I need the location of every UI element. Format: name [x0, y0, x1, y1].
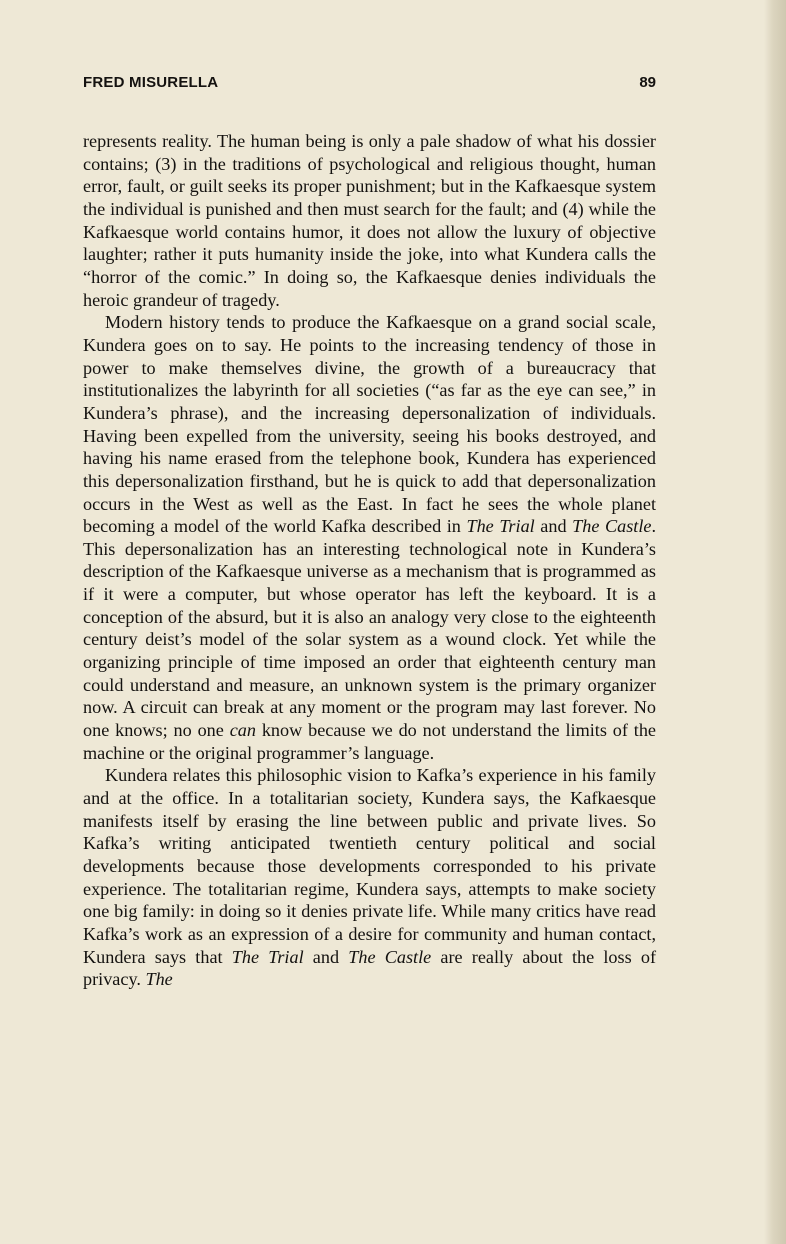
running-head: [83, 74, 656, 96]
paragraph-3-text: and: [303, 946, 349, 967]
paragraph-2-text: and: [534, 516, 573, 537]
paragraph-3-text: are really about the loss of privacy.: [83, 946, 657, 990]
body-text: [83, 130, 656, 991]
paragraph-2: [83, 311, 656, 764]
book-title-the-trial: The Trial: [231, 946, 304, 967]
running-head-author: FRED MISURELLA: [83, 74, 219, 91]
emphasis-can: can: [229, 720, 256, 741]
paragraph-2-text: . This depersonalization has an interesting technological note in Kundera’s description of the Kafkaesque universe as a mechanism that is programmed as if it were a computer, but whose operator has left the keyboard. It is a conception of the absurd, but it is also an analogy very close to the eighteenth century deist’s model of the solar system as a wound clock. Yet while the organizing principle of time imposed an order that eighteenth century man could understand and measure, an unknown system is the primary organizer now. A circuit can break at any moment or the program may last forever. No one knows; no one: [83, 516, 657, 741]
book-title-the-castle: The Castle: [572, 516, 652, 537]
page-number: 89: [639, 74, 656, 91]
page-edge-shadow: [764, 0, 786, 1244]
paragraph-3-text: Kundera relates this philosophic vision to Kafka’s experience in his family and at the office. In a totalitarian society, Kundera says, the Kafkaesque manifests itself by erasing the line between public and private lives. So Kafka’s writing anticipated twentieth century political and social developments because those developments corresponded to his private experience. The totalitarian regime, Kundera says, attempts to make society one big family: in doing so it denies private life. While many critics have read Kafka’s work as an expression of a desire for community and human contact, Kundera says that: [83, 765, 656, 967]
paragraph-2-text: know because we do not understand the limits of the machine or the original programmer’s language.: [83, 720, 656, 763]
italic-the: The: [145, 969, 173, 990]
book-title-the-castle: The Castle: [348, 946, 432, 967]
paragraph-2-text: Modern history tends to produce the Kafkaesque on a grand social scale, Kundera goes on to say. He points to the increasing tendency of those in power to make themselves divine, the growth of a bureaucracy that institutionalizes the labyrinth for all societies (“as far as the eye can see,” in Kundera’s phrase), and the increasing depersonalization of individuals. Having been expelled from the university, seeing his books destroyed, and having his name erased from the telephone book, Kundera has experienced this depersonalization firsthand, but he is quick to add that depersonalization occurs in the West as well as the East. In fact he sees the whole planet becoming a model of the world Kafka described in: [83, 312, 656, 537]
paragraph-1: [83, 130, 656, 311]
book-title-the-trial: The Trial: [466, 516, 535, 537]
paragraph-3: [83, 764, 656, 991]
paragraph-1-text: represents reality. The human being is only a pale shadow of what his dossier contains; (3) in the traditions of psychological and religious thought, human error, fault, or guilt seeks its proper punishment; but in the Kafkaesque system the individual is punished and then must search for the fault; and (4) while the Kafkaesque world contains humor, it does not allow the luxury of objective laughter; rather it puts humanity inside the joke, into what Kundera calls the “horror of the comic.” In doing so, the Kafkaesque denies individuals the heroic grandeur of tragedy.: [83, 131, 656, 310]
